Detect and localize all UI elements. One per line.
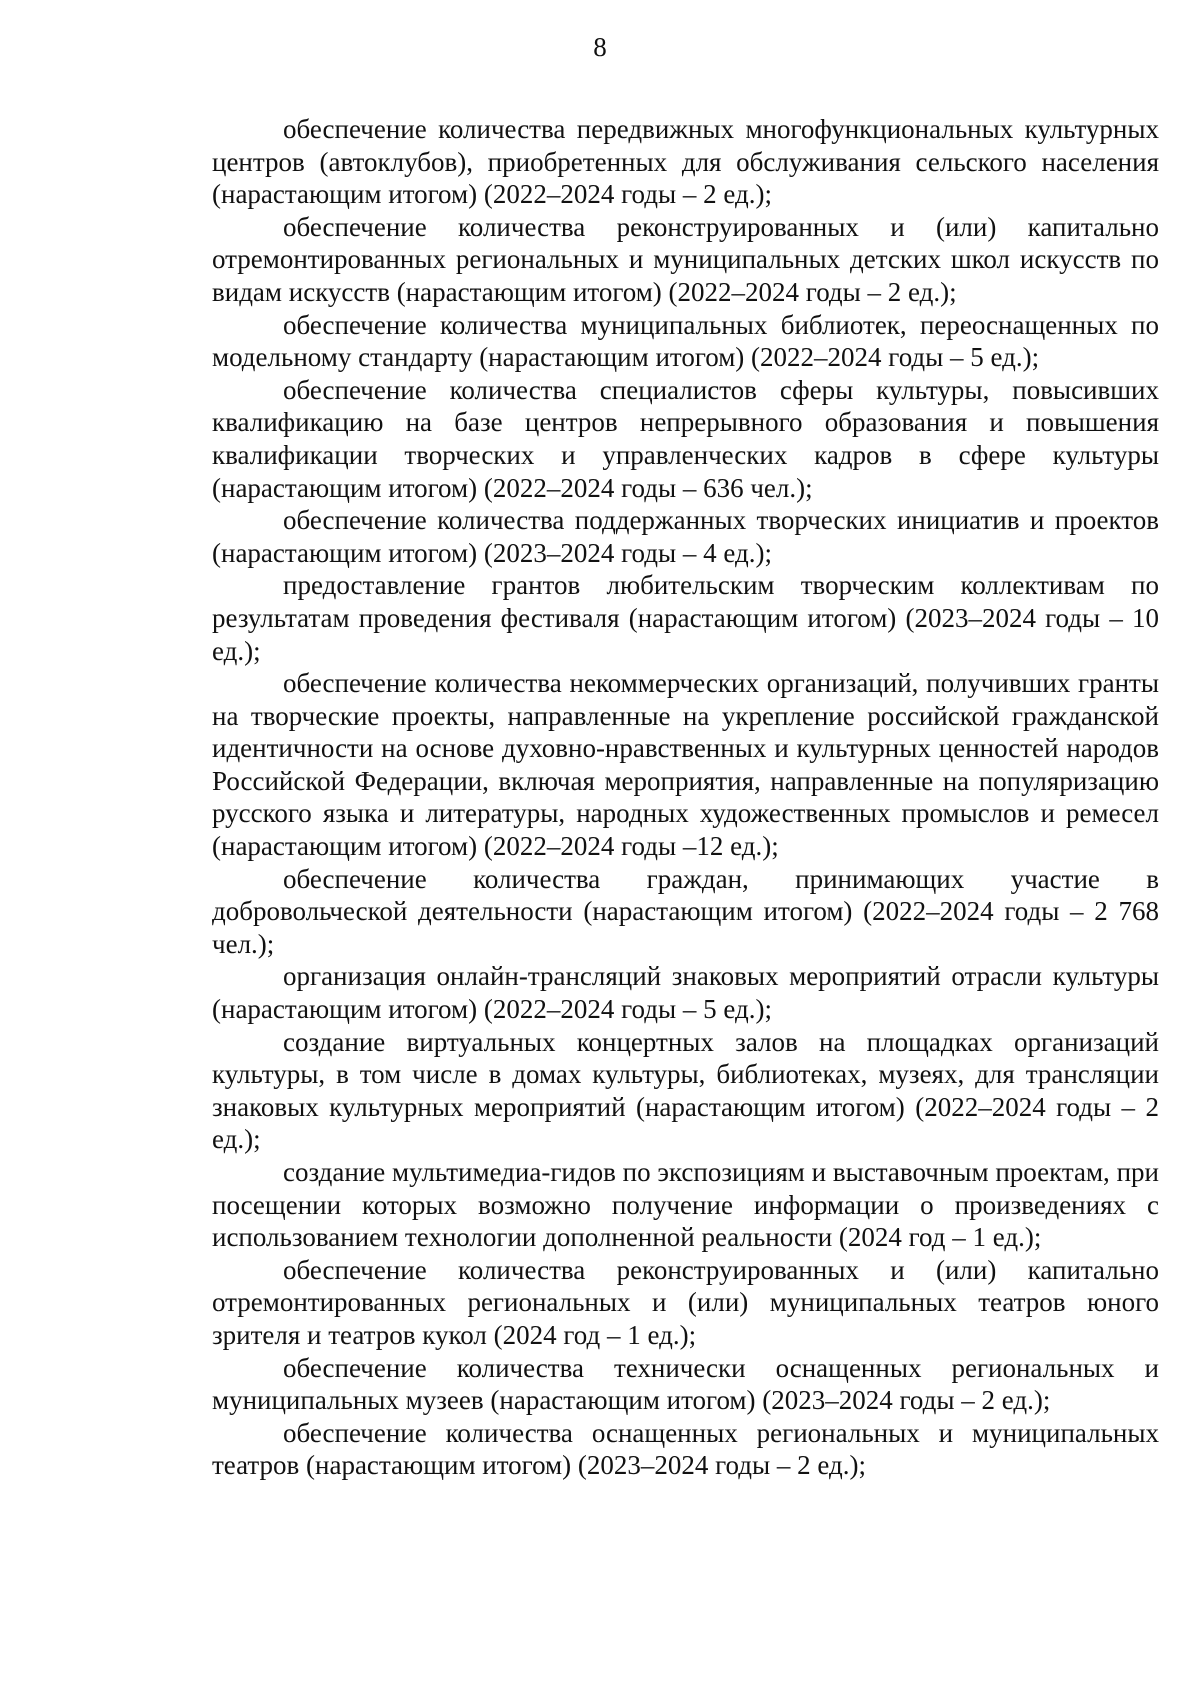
paragraph: обеспечение количества передвижных многофункциональных культурных центров (автоклубов), приобретенных для обслуживания сельского населения (нарастающим итогом) (2022–2024 годы – 2 ед.);: [212, 114, 1159, 210]
paragraph: организация онлайн-трансляций знаковых мероприятий отрасли культуры (нарастающим итогом) (2022–2024 годы – 5 ед.);: [212, 961, 1159, 1025]
paragraph: создание виртуальных концертных залов на площадках организаций культуры, в том числе в домах культуры, библиотеках, музеях, для трансляции знаковых культурных мероприятий (нарастающим итогом) (2022–2024 годы – 2 ед.);: [212, 1026, 1159, 1155]
paragraph: обеспечение количества поддержанных творческих инициатив и проектов (нарастающим итогом) (2023–2024 годы – 4 ед.);: [212, 505, 1159, 568]
paragraph: обеспечение количества некоммерческих организаций, получивших гранты на творческие проекты, направленные на укрепление российской гражданской идентичности на основе духовно-нравственных и культурных ценностей народов Российской Федерации, включая мероприятия, направленные на популяризацию русского языка и литературы, народных художественных промыслов и ремесел (нарастающим итогом) (2022–2024 годы –12 ед.);: [212, 668, 1159, 862]
paragraph: обеспечение количества граждан, принимающих участие в добровольческой деятельности (нарастающим итогом) (2022–2024 годы – 2 768 чел.);: [212, 863, 1159, 959]
paragraph: обеспечение количества реконструированных и (или) капитально отремонтированных региональных и муниципальных детских школ искусств по видам искусств (нарастающим итогом) (2022–2024 годы – 2 ед.);: [212, 211, 1159, 307]
page-number: 8: [593, 32, 607, 62]
paragraph: обеспечение количества специалистов сферы культуры, повысивших квалификацию на базе центров непрерывного образования и повышения квалификации творческих и управленческих кадров в сфере культуры (нарастающим итогом) (2022–2024 годы – 636 чел.);: [212, 374, 1159, 503]
paragraph: обеспечение количества оснащенных региональных и муниципальных театров (нарастающим итогом) (2023–2024 годы – 2 ед.);: [212, 1417, 1159, 1481]
paragraph: обеспечение количества муниципальных библиотек, переоснащенных по модельному стандарту (нарастающим итогом) (2022–2024 годы – 5 ед.);: [212, 309, 1159, 373]
paragraph: обеспечение количества реконструированных и (или) капитально отремонтированных региональных и (или) муниципальных театров юного зрителя и театров кукол (2024 год – 1 ед.);: [212, 1254, 1159, 1350]
paragraph: предоставление грантов любительским творческим коллективам по результатам проведения фестиваля (нарастающим итогом) (2023–2024 годы – 10 ед.);: [212, 570, 1159, 666]
paragraph: обеспечение количества технически оснащенных региональных и муниципальных музеев (нарастающим итогом) (2023–2024 годы – 2 ед.);: [212, 1352, 1159, 1416]
document-body: [212, 113, 1159, 1482]
paragraph: создание мультимедиа-гидов по экспозициям и выставочным проектам, при посещении которых возможно получение информации о произведениях с использованием технологии дополненной реальности (2024 год – 1 ед.);: [212, 1157, 1159, 1253]
